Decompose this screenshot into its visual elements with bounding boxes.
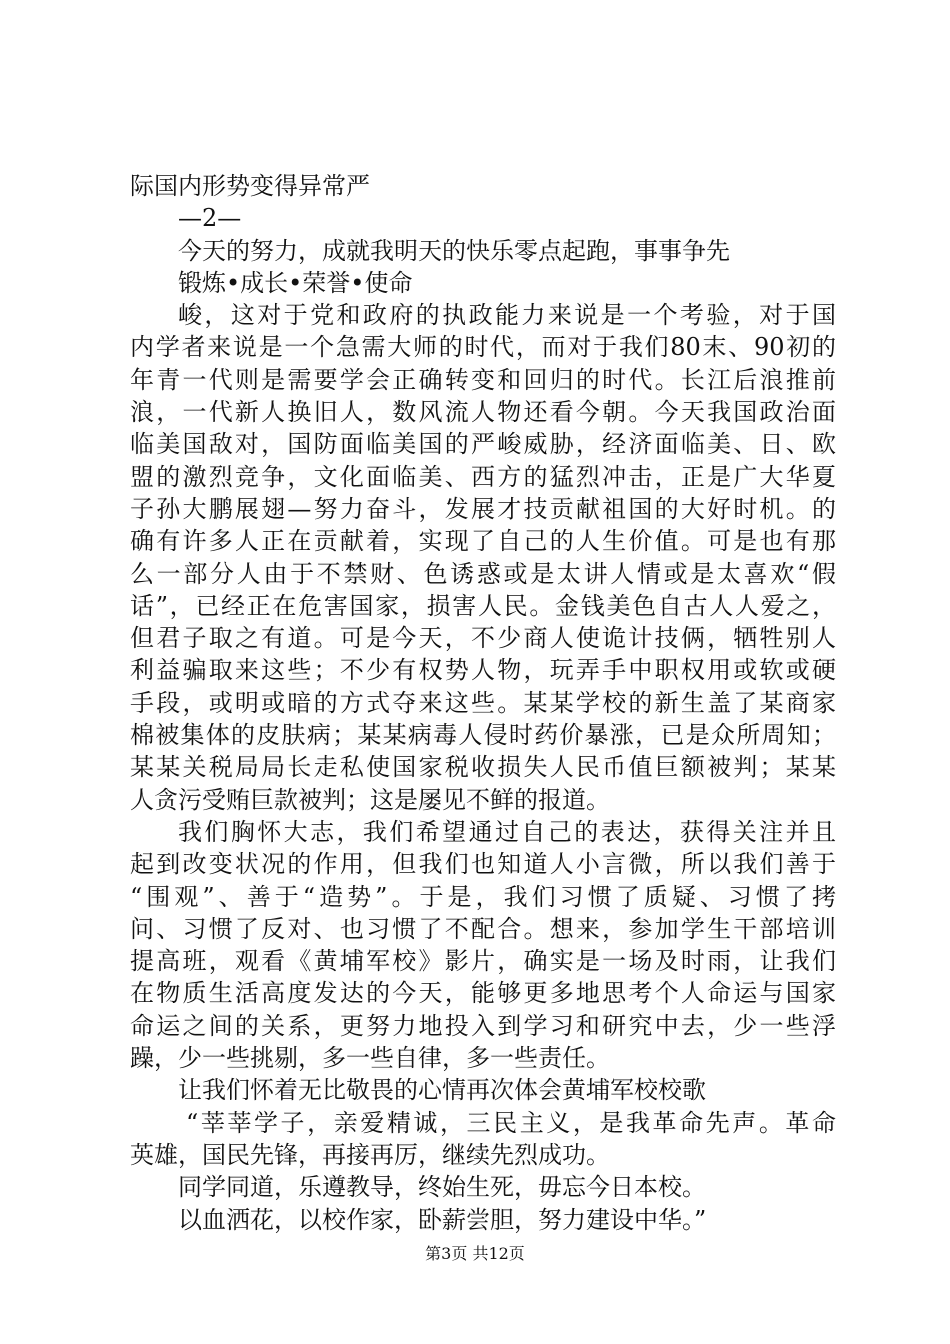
text-line: 际国内形势变得异常严	[130, 172, 370, 200]
text-line: 起到改变状况的作用，但我们也知道人小言微，所以我们善于	[130, 850, 836, 879]
text-line: 让我们怀着无比敬畏的心情再次体会黄埔军校校歌	[178, 1076, 706, 1105]
text-line: 子孙大鹏展翅—努力奋斗，发展才技贡献祖国的大好时机。的	[130, 494, 836, 523]
text-line: 峻，这对于党和政府的执政能力来说是一个考验，对于国	[178, 301, 836, 330]
text-line: 以血洒花，以校作家，卧薪尝胆，努力建设中华。”	[178, 1205, 707, 1234]
text-line: 人贪污受贿巨款被判；这是屡见不鲜的报道。	[130, 785, 610, 814]
text-line: “围观”、善于“造势”。于是，我们习惯了质疑、习惯了拷	[130, 882, 836, 911]
text-line: 提高班，观看《黄埔军校》影片，确实是一场及时雨，让我们	[130, 947, 836, 976]
text-line: 同学同道，乐遵教导，终始生死，毋忘今日本校。	[178, 1173, 706, 1202]
text-line: 么一部分人由于不禁财、色诱惑或是太讲人情或是太喜欢“假	[130, 559, 836, 588]
text-line: 临美国敌对，国防面临美国的严峻威胁，经济面临美、日、欧	[130, 430, 836, 459]
document-body	[130, 170, 836, 1236]
text-line: 躁，少一些挑剔，多一些自律，多一些责任。	[130, 1044, 610, 1073]
text-line: 手段，或明或暗的方式夺来这些。某某学校的新生盖了某商家	[130, 688, 836, 717]
text-line: 命运之间的关系，更努力地投入到学习和研究中去，少一些浮	[130, 1011, 836, 1040]
text-line: 年青一代则是需要学会正确转变和回归的时代。长江后浪推前	[130, 365, 836, 394]
text-line: 在物质生活高度发达的今天，能够更多地思考个人命运与国家	[130, 979, 836, 1008]
text-line: 锻炼•成长•荣誉•使命	[178, 268, 413, 297]
text-line: 利益骗取来这些；不少有权势人物，玩弄手中职权用或软或硬	[130, 656, 836, 685]
text-line: 问、习惯了反对、也习惯了不配合。想来，参加学生干部培训	[130, 914, 836, 943]
text-line: 今天的努力，成就我明天的快乐零点起跑，事事争先	[178, 236, 730, 265]
text-line: —2—	[178, 204, 242, 233]
text-line: 浪，一代新人换旧人，数风流人物还看今朝。今天我国政治面	[130, 398, 836, 427]
text-line: “莘莘学子，亲爱精诚，三民主义，是我革命先声。革命	[186, 1108, 836, 1137]
text-line: 内学者来说是一个急需大师的时代，而对于我们80末、90初的	[130, 333, 836, 362]
text-line: 盟的激烈竞争，文化面临美、西方的猛烈冲击，正是广大华夏	[130, 462, 836, 491]
page-number-footer: 第3页 共12页	[425, 1244, 525, 1263]
text-line: 确有许多人正在贡献着，实现了自己的人生价值。可是也有那	[130, 527, 836, 556]
text-line: 某某关税局局长走私使国家税收损失人民币值巨额被判；某某	[130, 753, 836, 782]
text-line: 我们胸怀大志，我们希望通过自己的表达，获得关注并且	[178, 817, 836, 846]
text-line: 棉被集体的皮肤病；某某病毒人侵时药价暴涨，已是众所周知；	[130, 721, 836, 750]
text-line: 但君子取之有道。可是今天，不少商人使诡计技俩，牺牲别人	[130, 624, 836, 653]
text-line: 英雄，国民先锋，再接再厉，继续先烈成功。	[130, 1140, 610, 1169]
text-line: 话”，已经正在危害国家，损害人民。金钱美色自古人人爱之，	[130, 591, 836, 620]
